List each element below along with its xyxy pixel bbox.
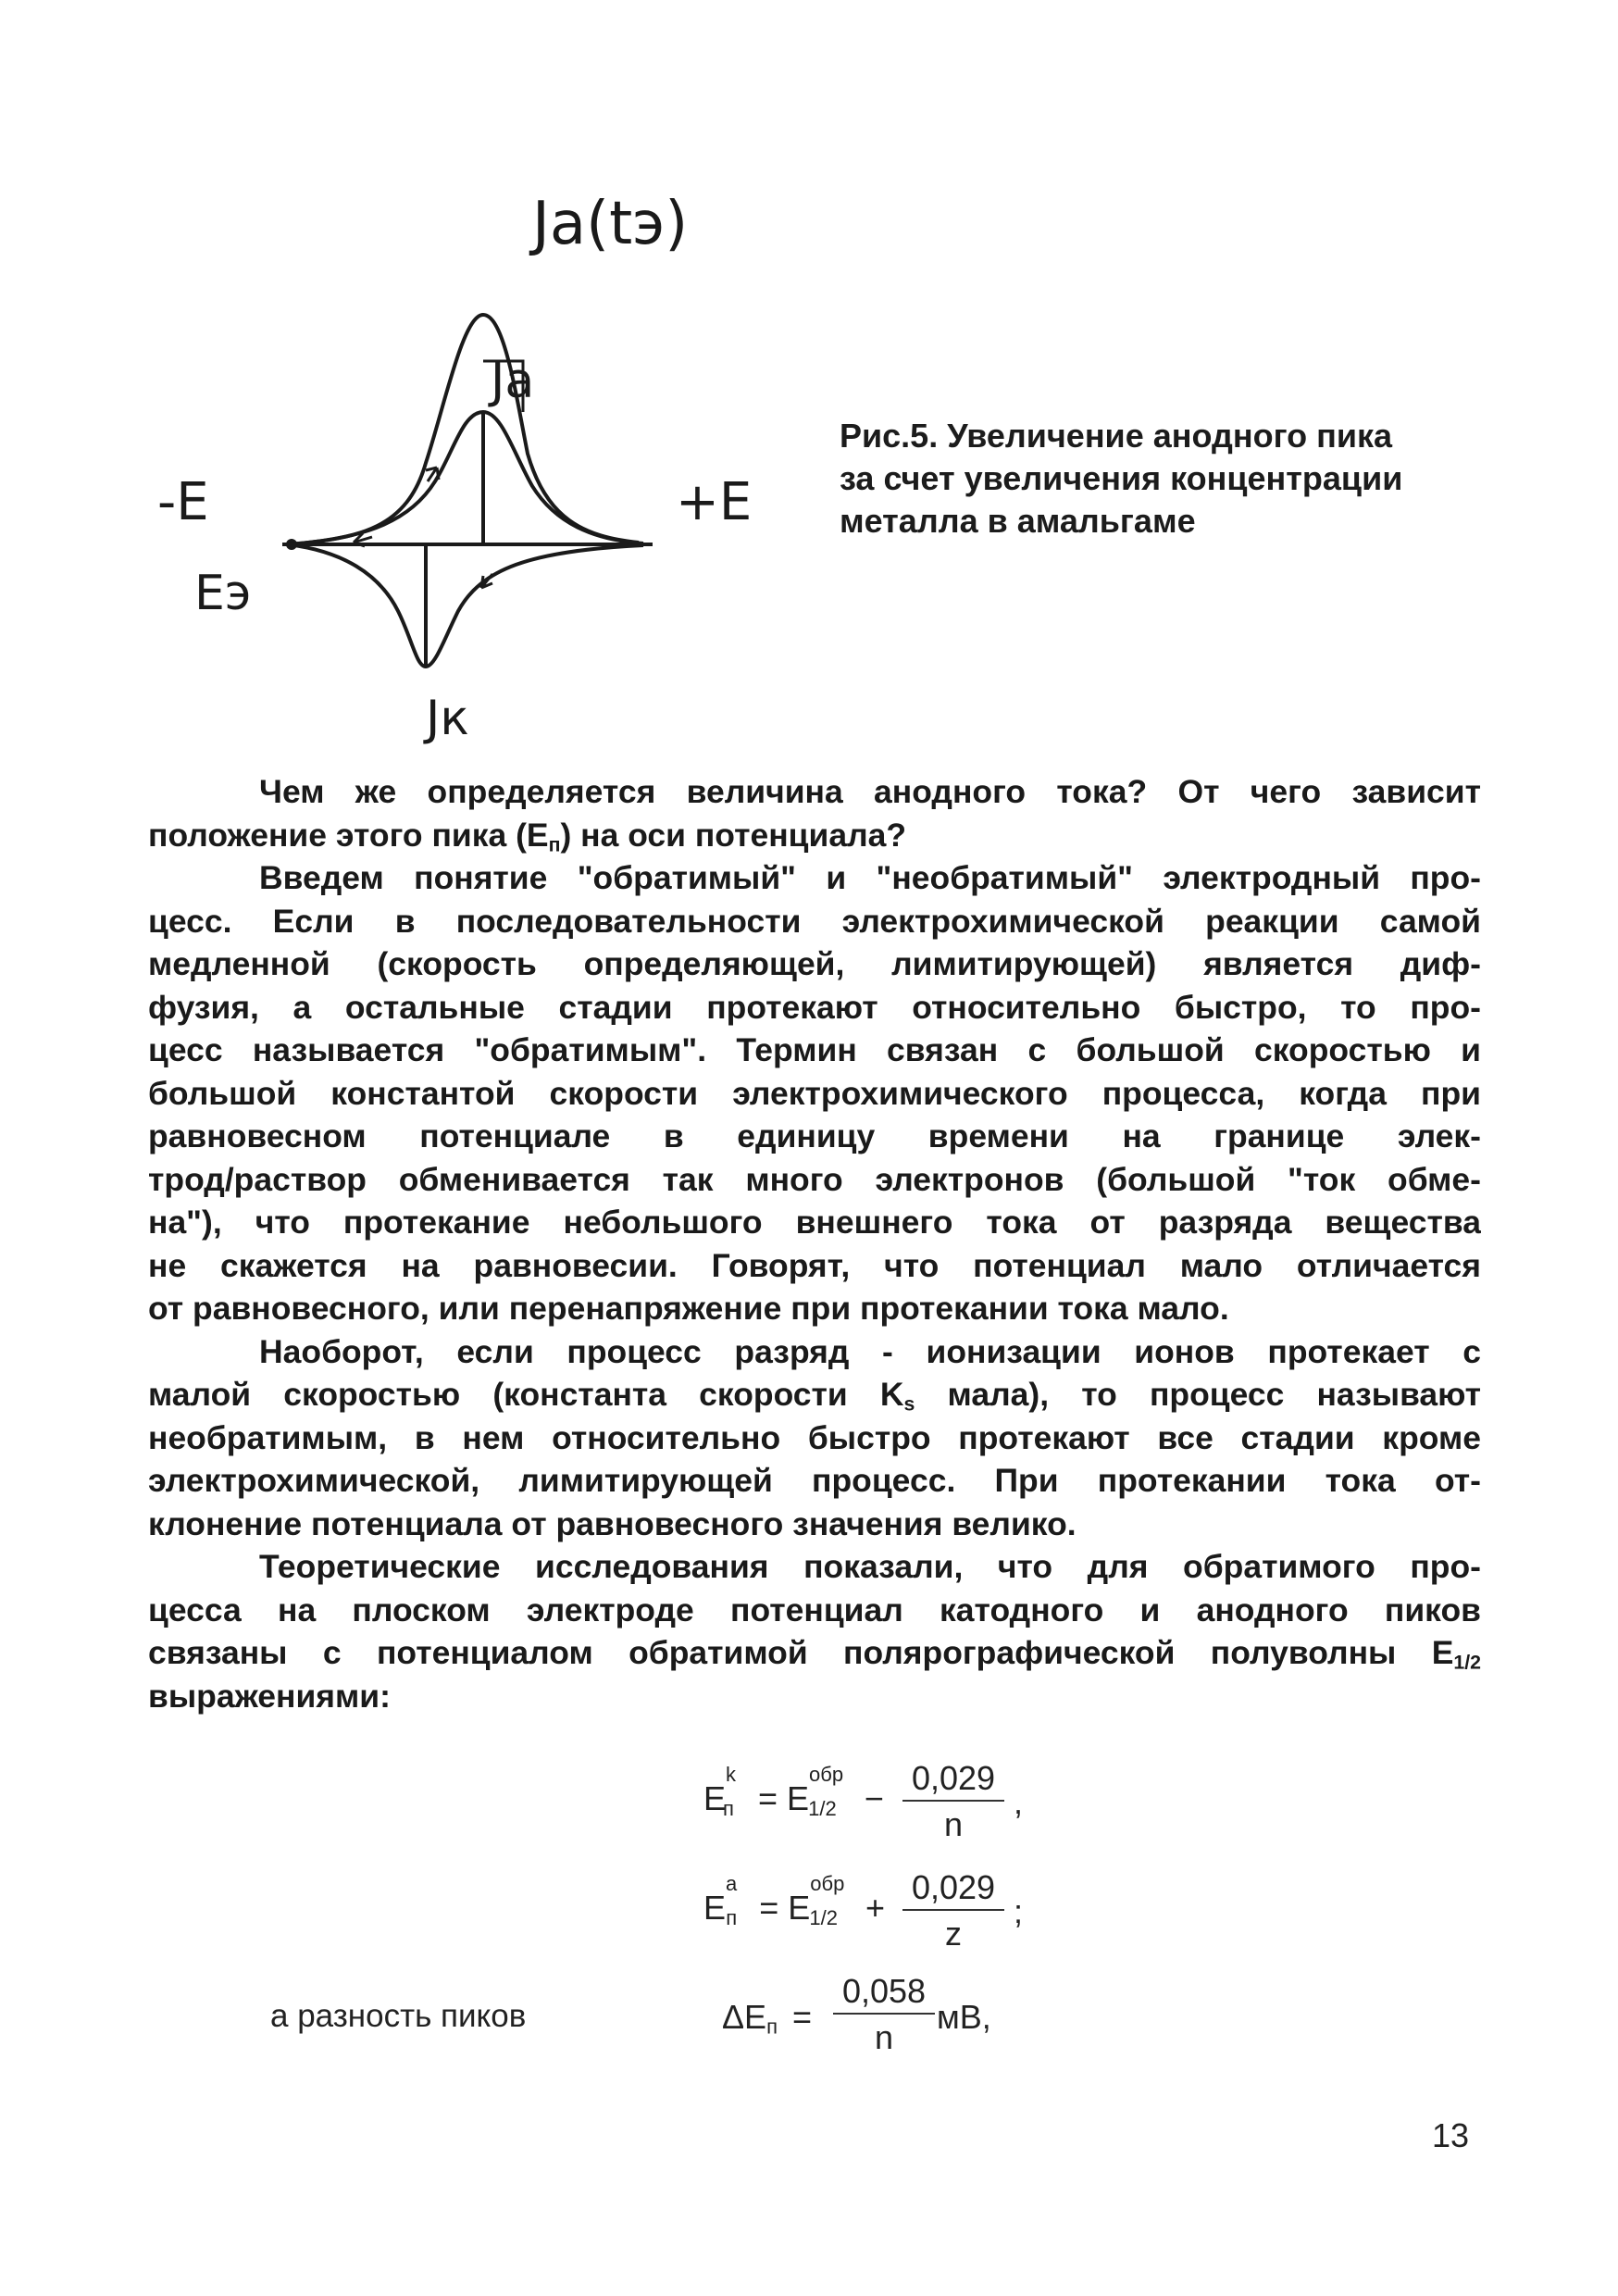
text-line: положение этого пика $(E_п)$ на оси потенциала? [148, 816, 907, 855]
text-line: Наоборот, если процесс разряд - ионизации ионов протекает с [259, 1332, 1481, 1370]
caption-line: за счет увеличения концентрации [840, 459, 1403, 497]
text-line: цесс. Если в последовательности электрохимической реакции самой [148, 902, 1481, 940]
text-line: выражениями: [148, 1677, 391, 1715]
text-line: связаны с потенциалом обратимой полярографической полуволны $E_{1/2}$ [148, 1634, 1481, 1674]
text-line: Введем понятие "обратимый" и "необратимый" электродный про- [259, 859, 1481, 896]
voltammogram-figure [157, 176, 824, 768]
anodic-peak-formula: $E^a_п = E^{обр}_{1/2}$ + $\frac{0,029}{z}$ ; [703, 1868, 1024, 1953]
anodic-current-label: Ja [491, 354, 535, 409]
text-line: большой константой скорости электрохимического процесса, когда при [148, 1074, 1481, 1112]
cathodic-sweep-arrow [481, 574, 492, 588]
text-line: трод/раствор обменивается так много электронов (большой "ток обме- [148, 1160, 1481, 1198]
peak-difference-label: а разность пиков [270, 1998, 527, 2034]
cathodic-peak-formula: $E^k_п = E^{обр}_{1/2}$ − $\frac{0,029}{n}$ , [703, 1759, 1024, 1843]
text-line: Теоретические исследования показали, что для обратимого про- [259, 1548, 1481, 1585]
cathodic-peak-curve [287, 544, 643, 667]
negative-potential-label: -E [157, 472, 209, 532]
text-line: цесса на плоском электроде потенциал катодного и анодного пиков [148, 1591, 1481, 1628]
small-anodic-peak-curve [287, 412, 643, 544]
text-line: малой скоростью (константа скорости $K_s$ мала), то процесс называют [148, 1376, 1481, 1416]
positive-potential-label: +E [676, 472, 753, 532]
text-line: Чем же определяется величина анодного тока? От чего зависит [259, 773, 1481, 810]
text-line: не скажется на равновесии. Говорят, что потенциал мало отличается [148, 1246, 1481, 1284]
figure-caption [840, 415, 1497, 543]
text-line: от равновесного, или перенапряжение при протекании тока мало. [148, 1290, 1229, 1327]
caption-line: металла в амальгаме [840, 502, 1196, 540]
text-line: необратимым, в нем относительно быстро протекают все стадии кроме [148, 1418, 1481, 1456]
text-line: на"), что протекание небольшого внешнего тока от разряда вещества [148, 1204, 1481, 1241]
cathodic-current-label: Jк [426, 691, 469, 746]
text-line: электрохимической, лимитирующей процесс. При протекании тока от- [148, 1462, 1481, 1499]
electrolysis-potential-label: Eэ [194, 566, 252, 621]
text-line: клонение потенциала от равновесного значения велико. [148, 1504, 1077, 1542]
text-line: медленной (скорость определяющей, лимитирующей) является диф- [148, 945, 1481, 982]
text-line: равновесном потенциале в единицу времени на границе элек- [148, 1117, 1481, 1154]
text-line: цесс называется "обратимым". Термин связан с большой скоростью и [148, 1031, 1481, 1068]
page-number: 13 [1432, 2116, 1470, 2154]
text-line: фузия, а остальные стадии протекают относительно быстро, то про- [148, 988, 1481, 1026]
caption-line: Рис.5. Увеличение анодного пика [840, 417, 1393, 455]
anodic-current-time-label: Ja(tэ) [532, 190, 689, 258]
peak-difference-formula: $\Delta E_п$ = $\frac{0,058}{n}$ мВ, [722, 1972, 991, 2056]
body-text [148, 770, 1481, 1717]
